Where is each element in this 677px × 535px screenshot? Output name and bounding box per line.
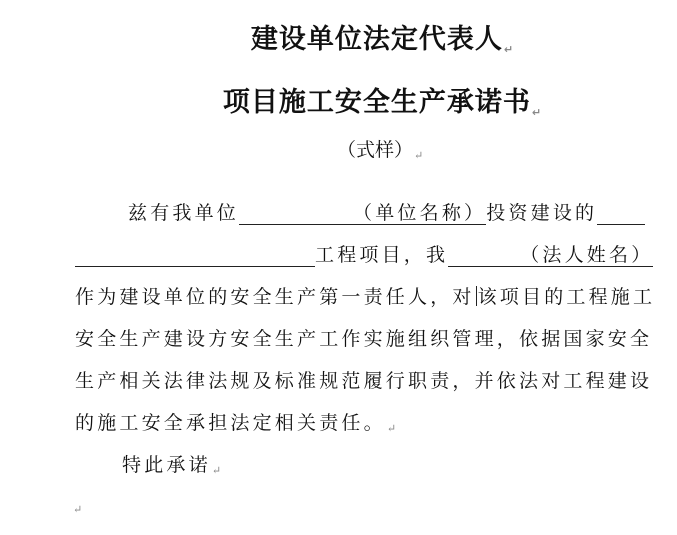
body-text: 工程项目，我 xyxy=(315,244,449,266)
body-line-4 xyxy=(75,324,652,351)
body-line-6 xyxy=(75,408,399,435)
paragraph-mark-icon: ↵ xyxy=(386,422,400,435)
body-text: 安全生产建设方安全生产工作实施组织管理，依据国家安全 xyxy=(75,328,653,350)
document-title-line-2 xyxy=(44,80,677,119)
paragraph-mark-icon: ↵ xyxy=(503,43,515,56)
empty-paragraph xyxy=(72,494,85,516)
title-line-1-text: 建设单位法定代表人 xyxy=(250,24,503,55)
unit-name-placeholder[interactable]: （单位名称） xyxy=(353,202,487,224)
subtitle-text: （式样） xyxy=(337,139,414,161)
closing-text: 特此承诺 xyxy=(122,454,211,476)
body-line-2 xyxy=(75,240,653,267)
body-text: 的施工安全承担法定相关责任。 xyxy=(75,412,386,434)
body-text: 作为建设单位的安全生产第一责任人，对 xyxy=(75,286,475,308)
body-line-1 xyxy=(128,198,645,225)
body-text: 生产相关法律法规及标准规范履行职责，并依法对工程建设 xyxy=(75,370,653,392)
document-subtitle xyxy=(337,135,423,162)
title-line-2-text: 项目施工安全生产承诺书 xyxy=(222,87,531,118)
body-text: 投资建设的 xyxy=(486,202,598,224)
document-title-line-1 xyxy=(44,17,677,56)
body-line-3 xyxy=(75,282,655,309)
project-name-blank-cont[interactable] xyxy=(75,244,315,267)
body-text: 兹有我单位 xyxy=(128,202,240,224)
person-name-blank[interactable] xyxy=(448,244,520,267)
paragraph-mark-icon: ↵ xyxy=(531,106,543,119)
paragraph-mark-icon: ↵ xyxy=(414,149,424,162)
person-name-placeholder[interactable]: （法人姓名） xyxy=(520,244,654,266)
project-name-blank[interactable] xyxy=(597,202,645,225)
unit-name-blank[interactable] xyxy=(239,202,353,225)
paragraph-mark-icon: ↵ xyxy=(73,503,86,516)
paragraph-mark-icon: ↵ xyxy=(211,464,225,477)
text-cursor xyxy=(476,286,477,306)
body-line-5 xyxy=(75,366,652,393)
closing-line xyxy=(122,450,224,477)
body-text: 该项目的工程施工 xyxy=(477,286,656,308)
